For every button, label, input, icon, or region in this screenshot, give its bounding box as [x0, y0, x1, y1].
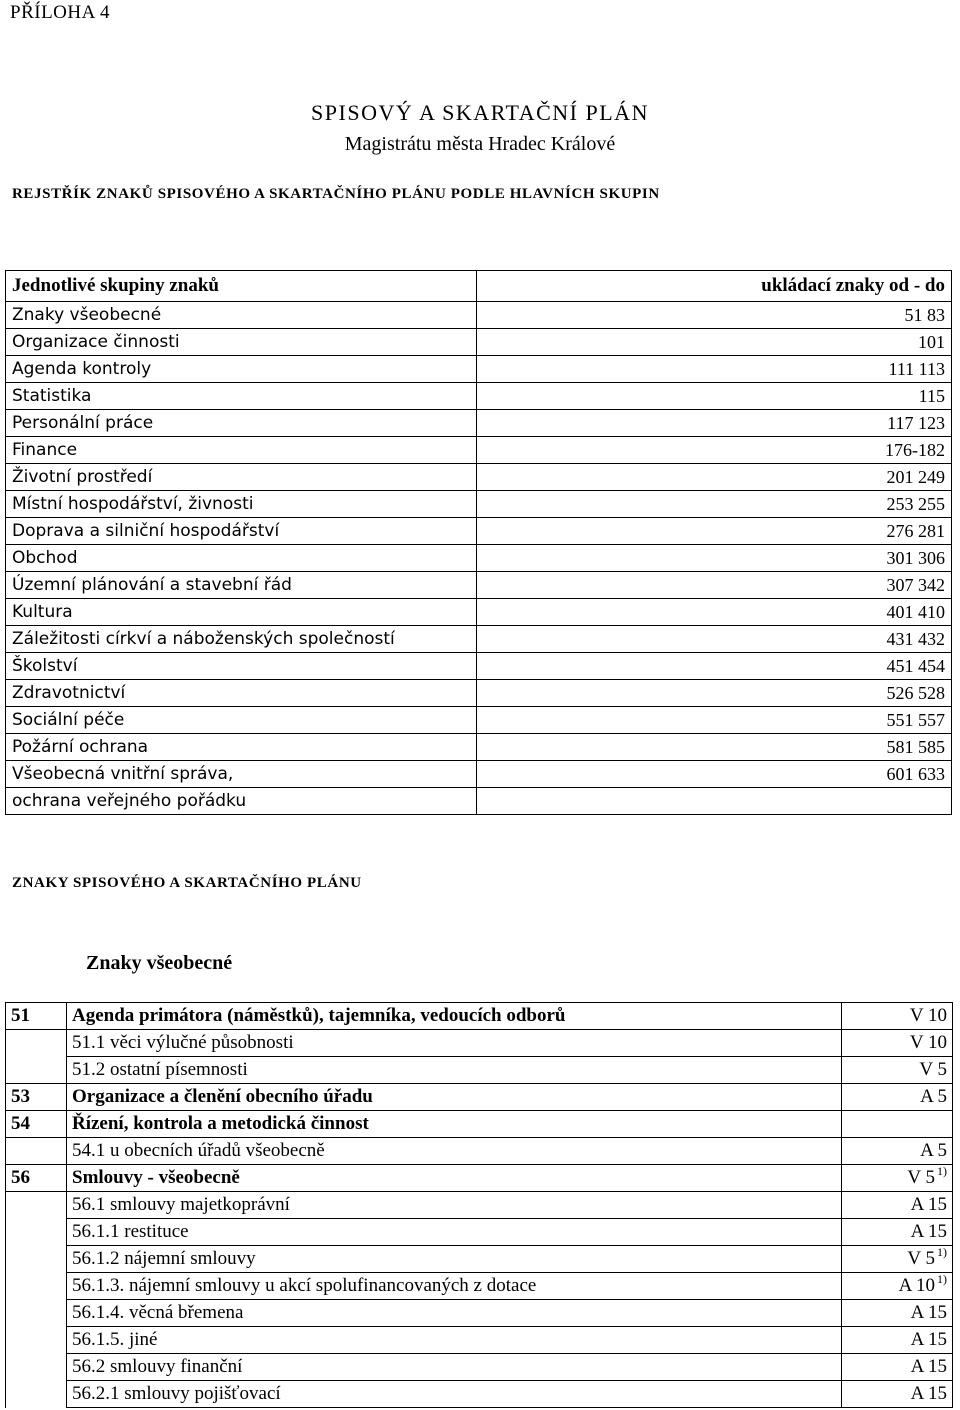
plan-description: Organizace a členění obecního úřadu	[67, 1084, 842, 1111]
group-title: Znaky všeobecné	[86, 952, 233, 974]
index-group-range: 451 454	[477, 653, 952, 680]
index-group-name: Organizace činnosti	[6, 329, 477, 356]
plan-code	[6, 1057, 67, 1084]
plan-description: 56.1.2 nájemní smlouvy	[67, 1246, 842, 1273]
plan-table	[5, 1002, 953, 1408]
plan-row	[6, 1003, 953, 1030]
plan-row	[6, 1219, 953, 1246]
plan-description: 56.1 smlouvy majetkoprávní	[67, 1192, 842, 1219]
index-group-range	[477, 788, 952, 815]
plan-retention-value: A 15	[910, 1356, 947, 1377]
index-table	[5, 270, 952, 815]
plan-retention-value: A 10	[898, 1275, 935, 1296]
index-group-range: 301 306	[477, 545, 952, 572]
plan-code	[6, 1138, 67, 1165]
index-group-range: 253 255	[477, 491, 952, 518]
plan-retention-value: A 15	[910, 1329, 947, 1350]
plan-code: 56	[6, 1165, 67, 1192]
index-row	[6, 302, 952, 329]
plan-description: 56.1.5. jiné	[67, 1327, 842, 1354]
index-group-name: Sociální péče	[6, 707, 477, 734]
plan-row	[6, 1084, 953, 1111]
index-group-range: 101	[477, 329, 952, 356]
index-group-name: Agenda kontroly	[6, 356, 477, 383]
plan-code	[6, 1030, 67, 1057]
plan-row	[6, 1381, 953, 1408]
plan-retention-cell	[842, 1111, 953, 1138]
index-header-range: ukládací znaky od - do	[477, 271, 952, 302]
index-group-range: 581 585	[477, 734, 952, 761]
plan-retention-cell	[842, 1381, 953, 1408]
plan-retention-cell	[842, 1138, 953, 1165]
index-group-name: Kultura	[6, 599, 477, 626]
plan-retention-cell	[842, 1354, 953, 1381]
index-row	[6, 707, 952, 734]
document-subtitle: Magistrátu města Hradec Králové	[344, 133, 616, 155]
index-row	[6, 653, 952, 680]
plan-description: 51.2 ostatní písemnosti	[67, 1057, 842, 1084]
plan-code	[6, 1219, 67, 1246]
plan-code: 53	[6, 1084, 67, 1111]
index-row	[6, 545, 952, 572]
index-row	[6, 329, 952, 356]
plan-retention-value: A 15	[910, 1194, 947, 1215]
index-group-name: Místní hospodářství, živnosti	[6, 491, 477, 518]
plan-retention-cell	[842, 1327, 953, 1354]
plan-code: 54	[6, 1111, 67, 1138]
plan-description: 56.1.3. nájemní smlouvy u akcí spolufinancovaných z dotace	[67, 1273, 842, 1300]
attachment-label: PŘÍLOHA 4	[10, 2, 111, 23]
plan-retention-value: V 10	[909, 1032, 947, 1053]
plan-row	[6, 1246, 953, 1273]
index-group-range: 51 83	[477, 302, 952, 329]
plan-retention-value: V 10	[909, 1005, 947, 1026]
index-heading: REJSTŘÍK ZNAKŮ SPISOVÉHO A SKARTAČNÍHO PLÁNU PODLE HLAVNÍCH SKUPIN	[12, 186, 660, 202]
index-group-range: 176-182	[477, 437, 952, 464]
plan-row	[6, 1111, 953, 1138]
plan-retention-cell	[842, 1165, 953, 1192]
index-group-name: Životní prostředí	[6, 464, 477, 491]
plan-description: 51.1 věci výlučné působnosti	[67, 1030, 842, 1057]
plan-row	[6, 1327, 953, 1354]
plan-retention-cell	[842, 1057, 953, 1084]
plan-code	[6, 1246, 67, 1273]
index-row	[6, 383, 952, 410]
plan-description: 56.2 smlouvy finanční	[67, 1354, 842, 1381]
plan-retention-cell	[842, 1084, 953, 1111]
index-header-row	[6, 271, 952, 302]
plan-retention-cell	[842, 1003, 953, 1030]
plan-description: Agenda primátora (náměstků), tajemníka, vedoucích odborů	[67, 1003, 842, 1030]
index-group-name: Územní plánování a stavební řád	[6, 572, 477, 599]
plan-code: 51	[6, 1003, 67, 1030]
plan-retention-value: A 5	[920, 1086, 947, 1107]
index-row	[6, 572, 952, 599]
plan-row	[6, 1030, 953, 1057]
plan-retention-value: A 5	[920, 1140, 947, 1161]
plan-row	[6, 1165, 953, 1192]
index-group-range: 401 410	[477, 599, 952, 626]
index-row	[6, 437, 952, 464]
plan-code	[6, 1192, 67, 1219]
index-row	[6, 599, 952, 626]
index-group-name: Školství	[6, 653, 477, 680]
index-row	[6, 356, 952, 383]
document-title: SPISOVÝ A SKARTAČNÍ PLÁN	[311, 100, 649, 125]
plan-retention-value: V 5	[919, 1059, 947, 1080]
index-row	[6, 491, 952, 518]
plan-retention-cell	[842, 1219, 953, 1246]
plan-code	[6, 1273, 67, 1300]
plan-retention-cell	[842, 1273, 953, 1300]
index-group-name: Znaky všeobecné	[6, 302, 477, 329]
footnote-mark: 1)	[937, 1272, 947, 1286]
plan-code	[6, 1354, 67, 1381]
index-group-name: Finance	[6, 437, 477, 464]
plan-row	[6, 1192, 953, 1219]
plan-row	[6, 1300, 953, 1327]
plan-description: 56.1.1 restituce	[67, 1219, 842, 1246]
plan-retention-value: V 5	[907, 1167, 935, 1188]
plan-row	[6, 1057, 953, 1084]
index-group-range: 307 342	[477, 572, 952, 599]
index-group-range: 117 123	[477, 410, 952, 437]
index-group-name: Všeobecná vnitřní správa,	[6, 761, 477, 788]
plan-retention-cell	[842, 1300, 953, 1327]
index-row	[6, 410, 952, 437]
index-group-range: 201 249	[477, 464, 952, 491]
plan-retention-value: A 15	[910, 1302, 947, 1323]
plan-retention-value: A 15	[910, 1221, 947, 1242]
plan-description: Smlouvy - všeobecně	[67, 1165, 842, 1192]
plan-retention-cell	[842, 1192, 953, 1219]
index-row	[6, 680, 952, 707]
index-group-name: Požární ochrana	[6, 734, 477, 761]
plan-retention-cell	[842, 1246, 953, 1273]
index-group-range: 276 281	[477, 518, 952, 545]
plan-retention-cell	[842, 1030, 953, 1057]
index-group-range: 115	[477, 383, 952, 410]
index-row	[6, 626, 952, 653]
plan-row	[6, 1273, 953, 1300]
footnote-mark: 1)	[937, 1164, 947, 1178]
index-group-name: ochrana veřejného pořádku	[6, 788, 477, 815]
index-row	[6, 761, 952, 788]
index-row	[6, 788, 952, 815]
index-group-range: 601 633	[477, 761, 952, 788]
index-header-groups: Jednotlivé skupiny znaků	[6, 271, 477, 302]
plan-retention-value: A 15	[910, 1383, 947, 1404]
plan-description: 56.2.1 smlouvy pojišťovací	[67, 1381, 842, 1408]
index-group-name: Statistika	[6, 383, 477, 410]
plan-retention-value: V 5	[907, 1248, 935, 1269]
plan-code	[6, 1381, 67, 1408]
plan-description: Řízení, kontrola a metodická činnost	[67, 1111, 842, 1138]
index-group-name: Obchod	[6, 545, 477, 572]
index-group-range: 111 113	[477, 356, 952, 383]
index-row	[6, 464, 952, 491]
index-group-name: Zdravotnictví	[6, 680, 477, 707]
index-group-name: Záležitosti církví a náboženských společností	[6, 626, 477, 653]
index-group-name: Personální práce	[6, 410, 477, 437]
index-row	[6, 734, 952, 761]
plan-code	[6, 1327, 67, 1354]
plan-code	[6, 1300, 67, 1327]
index-group-range: 551 557	[477, 707, 952, 734]
index-group-range: 431 432	[477, 626, 952, 653]
plan-row	[6, 1138, 953, 1165]
footnote-mark: 1)	[937, 1245, 947, 1259]
index-group-range: 526 528	[477, 680, 952, 707]
plan-heading: ZNAKY SPISOVÉHO A SKARTAČNÍHO PLÁNU	[12, 875, 362, 891]
plan-description: 56.1.4. věcná břemena	[67, 1300, 842, 1327]
plan-row	[6, 1354, 953, 1381]
index-row	[6, 518, 952, 545]
index-group-name: Doprava a silniční hospodářství	[6, 518, 477, 545]
plan-description: 54.1 u obecních úřadů všeobecně	[67, 1138, 842, 1165]
